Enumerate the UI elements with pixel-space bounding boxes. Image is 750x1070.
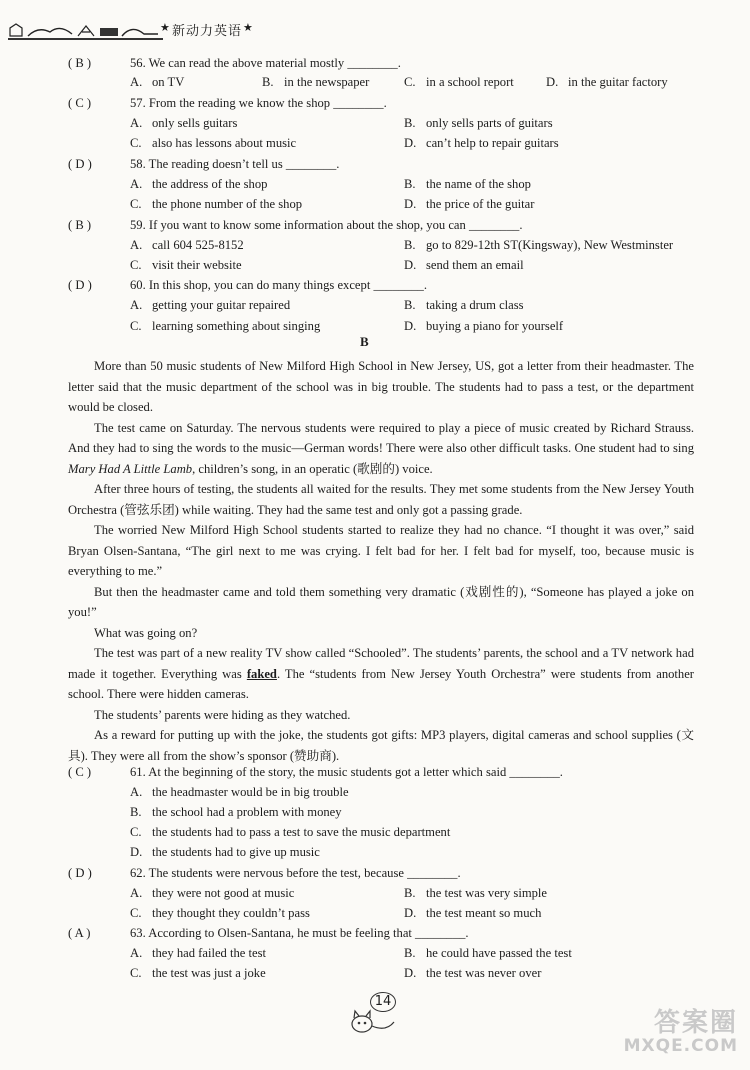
option: A. the address of the shop — [130, 177, 268, 191]
option: B. he could have passed the test — [404, 946, 572, 960]
watermark — [614, 1002, 742, 1062]
option: C. the students had to pass a test to save the music department — [130, 825, 451, 839]
option: A. the headmaster would be in big trouble — [130, 785, 349, 799]
option: A. call 604 525-8152 — [130, 238, 244, 252]
option: D. the price of the guitar — [404, 197, 535, 211]
option: C. learning something about singing — [130, 319, 321, 333]
option: C. the test was just a joke — [130, 966, 266, 980]
question-57: ( C ) 57. From the reading we know the shop ________. — [68, 96, 387, 110]
option: B. the test was very simple — [404, 886, 548, 900]
passage-paragraph: The test came on Saturday. The nervous students were required to play a piece of music created by Richard Strauss. And they had to sing the words to the music—German words! There were also other difficult tasks. One student had to sing Mary Had A Little Lamb, children’s song, in an operatic (歌剧的) voice. — [68, 420, 694, 476]
passage-paragraph: The worried New Milford High School students started to realize they had no chance. “I thought it was over,” said Bryan Olsen-Santana, “The girl next to me was crying. I felt bad for her. I felt bad for myself, too, because music is everything to me.” — [68, 523, 694, 578]
option: C. in a school report — [404, 75, 514, 89]
passage-paragraph: What was going on? — [94, 625, 198, 640]
page-number-text: 14 — [370, 992, 396, 1012]
option: C. the phone number of the shop — [130, 197, 303, 211]
option: B. go to 829-12th ST(Kingsway), New Westminster — [404, 238, 674, 252]
option: D. buying a piano for yourself — [404, 319, 564, 333]
option: D. can’t help to repair guitars — [404, 136, 559, 150]
option: B. only sells parts of guitars — [404, 116, 553, 130]
page-number — [352, 990, 408, 1024]
question-58: ( D ) 58. The reading doesn’t tell us ________. — [68, 157, 340, 171]
watermark-logo: 答案圈 — [653, 1008, 738, 1038]
option: A. they had failed the test — [130, 946, 267, 960]
option: D. send them an email — [404, 258, 524, 272]
option: A. only sells guitars — [130, 116, 238, 130]
option: D. the students had to give up music — [130, 845, 320, 859]
passage-paragraph: But then the headmaster came and told them something very dramatic (戏剧性的), “Someone has played a joke on you!” — [68, 584, 694, 619]
star-icon: ★ — [160, 21, 170, 34]
question-60: ( D ) 60. In this shop, you can do many things except ________. — [68, 278, 427, 292]
page-header — [0, 18, 750, 50]
header-title: 新动力英语 — [172, 24, 243, 39]
reading-passage — [68, 356, 694, 766]
question-62: ( D ) 62. The students were nervous before the test, because ________. — [68, 866, 461, 880]
passage-paragraph: As a reward for putting up with the joke, the students got gifts: MP3 players, digital cameras and school supplies (文具). They were all from the show’s sponsor (赞助商). — [68, 728, 694, 763]
option: A. they were not good at music — [130, 886, 295, 900]
option: A. getting your guitar repaired — [130, 298, 291, 312]
option: A. on TV — [130, 75, 185, 89]
passage-paragraph: After three hours of testing, the students all waited for the results. They met some students from the New Jersey Youth Orchestra (管弦乐团) while waiting. They had the same test and only got a passing grade. — [68, 482, 694, 517]
option: B. the name of the shop — [404, 177, 531, 191]
section-b-title: B — [360, 334, 369, 349]
option: B. in the newspaper — [262, 75, 370, 89]
watermark-url: MXQE.COM — [623, 1036, 738, 1056]
question-59: ( B ) 59. If you want to know some information about the shop, you can ________. — [68, 218, 523, 232]
question-61: ( C ) 61. At the beginning of the story, the music students got a letter which said ________. — [68, 765, 563, 779]
option: D. the test was never over — [404, 966, 542, 980]
passage-paragraph: The test was part of a new reality TV show called “Schooled”. The students’ parents, the school and a TV network had made it together. Everything was faked. The “students from New Jersey Youth Orchestra” were students from another school. There were hidden cameras. — [68, 646, 694, 701]
option: C. also has lessons about music — [130, 136, 297, 150]
option: B. taking a drum class — [404, 298, 524, 312]
option: D. in the guitar factory — [546, 75, 668, 89]
header-decoration — [8, 22, 163, 40]
question-56: ( B ) 56. We can read the above material mostly ________. — [68, 56, 401, 70]
passage-paragraph: More than 50 music students of New Milford High School in New Jersey, US, got a letter from their headmaster. The letter said that the music department of the school was in big trouble. The students had to pass a test, or the department would be closed. — [68, 359, 694, 414]
option: C. visit their website — [130, 258, 242, 272]
question-63: ( A ) 63. According to Olsen-Santana, he must be feeling that ________. — [68, 926, 469, 940]
option: C. they thought they couldn’t pass — [130, 906, 310, 920]
star-icon: ★ — [243, 21, 253, 34]
option: D. the test meant so much — [404, 906, 542, 920]
option: B. the school had a problem with money — [130, 805, 342, 819]
passage-paragraph: The students’ parents were hiding as they watched. — [94, 707, 351, 722]
